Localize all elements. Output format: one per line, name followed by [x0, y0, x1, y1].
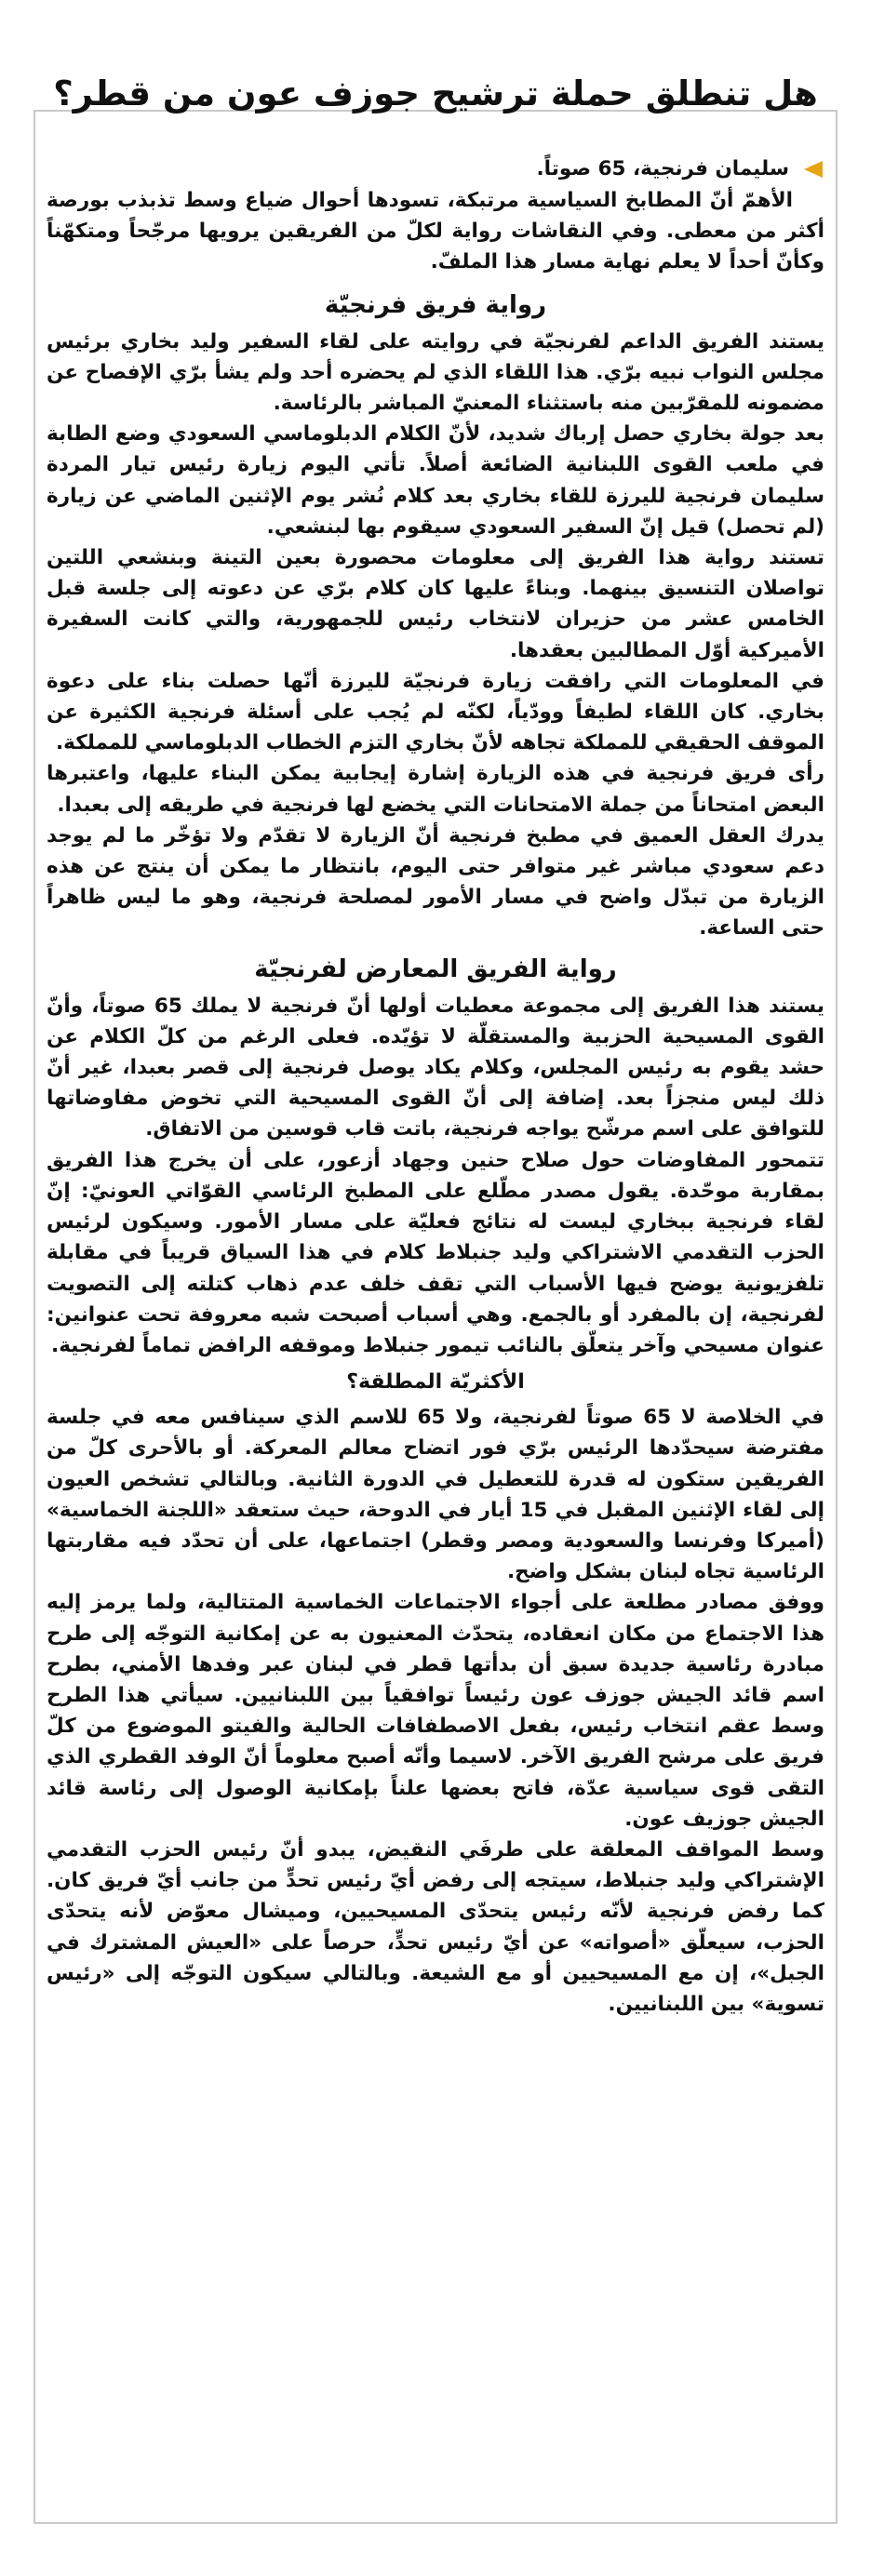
paragraph: بعد جولة بخاري حصل إرباك شديد، لأنّ الكلام الدبلوماسي السعودي وضع الطابة في ملعب القوى اللبنانية الضائعة أصلاً. تأتي اليوم زيارة رئيس تيار المردة سليمان فرنجية لليرزة للقاء بخاري بعد كلام نُشر يوم الإثنين الماضي عن زيارة (لم تحصل) قيل إنّ السفير السعودي سيقوم بها لبنشعي. [47, 422, 824, 539]
headline: هل تنطلق حملة ترشيح جوزف عون من قطر؟ [53, 73, 818, 114]
byline [47, 153, 824, 185]
section-title-opposing-camp: رواية الفريق المعارض لفرنجيّة [254, 954, 617, 983]
article-body [47, 153, 824, 2515]
arrow-icon [804, 161, 823, 178]
paragraph: يدرك العقل العميق في مطبخ فرنجية أنّ الزيارة لا تقدّم ولا تؤخّر ما لم يوجد دعم سعودي مباشر غير متوافر حتى اليوم، بانتظار ما يمكن أن ينتج عن هذه الزيارة من تبدّل واضح في مسار الأمور لمصلحة فرنجية، وهو ما ليس ظاهراً حتى الساعة. [47, 823, 824, 941]
paragraph: تستند رواية هذا الفريق إلى معلومات محصورة بعين التينة وبنشعي اللتين تواصلان التنسيق بينهما. وبناءً عليها كان كلام برّي عن دعوته إلى جلسة قبل الخامس عشر من حزيران لانتخاب رئيس للجمهورية، والتي كانت السفيرة الأميركية أوّل المطالبين بعقدها. [47, 546, 824, 662]
paragraph: في المعلومات التي رافقت زيارة فرنجيّة لليرزة أنّها حصلت بناء على دعوة بخاري. كان اللقاء لطيفاً وودّياً، لكنّه لم يُجب على أسئلة فرنجية الكثيرة عن الموقف الحقيقي للمملكة تجاهه لأنّ بخاري التزم الخطاب الدبلوماسي للمملكة. [47, 669, 824, 755]
paragraph: في الخلاصة لا 65 صوتاً لفرنجية، ولا 65 للاسم الذي سينافس معه في جلسة مفترضة سيحدّدها الرئيس برّي فور اتضاح معالم المعركة. أو بالأحرى كلّ من الفريقين ستكون له قدرة للتعطيل في الدورة الثانية. وبالتالي تشخص العيون إلى لقاء الإثنين المقبل في 15 أيار في الدوحة، حيث ستعقد «اللجنة الخماسية» (أميركا وفرنسا والسعودية ومصر وقطر) اجتماعها، على أن تحدّد فيه مقاربتها الرئاسية تجاه لبنان بشكل واضح. [47, 1406, 824, 1584]
paragraph: يستند هذا الفريق إلى مجموعة معطيات أولها أنّ فرنجية لا يملك 65 صوتاً، وأنّ القوى المسيحية الحزبية والمستقلّة لا تؤيّده. فعلى الرغم من كلّ الكلام عن حشد يقوم به رئيس المجلس، وكلام يكاد يوصل فرنجية إلى قصر بعبدا، غير أنّ ذلك ليس منجزاً بعد. إضافة إلى أنّ القوى المسيحية التي تخوض مفاوضاتها للتوافق على اسم مرشّح يواجه فرنجية، باتت قاب قوسين من الاتفاق. [47, 994, 824, 1141]
byline-text: سليمان فرنجية، 65 صوتاً. [536, 157, 789, 180]
paragraph: تتمحور المفاوضات حول صلاح حنين وجهاد أزعور، على أن يخرج هذا الفريق بمقاربة موحّدة. يقول مصدر مطّلع على المطبخ الرئاسي القوّاتي العونيّ: إنّ لقاء فرنجية ببخاري ليست له نتائج فعليّة على مسار الأمور. وسيكون لرئيس الحزب التقدمي الاشتراكي وليد جنبلاط كلام في هذا السياق قريباً في مقابلة تلفزيونية يوضح فيها الأسباب التي تقف خلف عدم ذهاب كتلته إلى التصويت لفرنجية، إن بالمفرد أو بالجمع. وهي أسباب أصبحت شبه معروفة تحت عنوانين: عنوان مسيحي وآخر يتعلّق بالنائب تيمور جنبلاط وموقفه الرافض تماماً لفرنجية. [47, 1148, 824, 1357]
section-title-frangieh-camp: رواية فريق فرنجيّة [324, 290, 547, 319]
paragraph: رأى فريق فرنجية في هذه الزيارة إشارة إيجابية يمكن البناء عليها، واعتبرها البعض امتحاناً من جملة الامتحانات التي يخضع لها فرنجية في طريقه إلى بعبدا. [47, 762, 824, 817]
paragraph: يستند الفريق الداعم لفرنجيّة في روايته على لقاء السفير وليد بخاري برئيس مجلس النواب نبيه برّي. هذا اللقاء الذي لم يحضره أحد ولم يشأ برّي الإفصاح عن مضمونه للمقرّبين منه باستثناء المعنيّ المباشر بالرئاسة. [47, 329, 824, 416]
section-title-absolute-majority: الأكثريّة المطلقة؟ [346, 1370, 525, 1395]
paragraph: ووفق مصادر مطلعة على أجواء الاجتماعات الخماسية المتتالية، ولما يرمز إليه هذا الاجتماع من مكان انعقاده، يتحدّث المعنيون به عن إمكانية التوجّه إلى طرح مبادرة رئاسية جديدة سبق أن بدأتها قطر في لبنان عبر وفدها الأمني، بطرح اسم قائد الجيش جوزف عون رئيساً توافقياً بين اللبنانيين. سيأتي هذا الطرح وسط عقم انتخاب رئيس، بفعل الاصطفافات الحالية والفيتو الموضوع من كلّ فريق على مرشح الفريق الآخر. لاسيما وأنّه أصبح معلوماً أنّ الوفد القطري الذي التقى قوى سياسية عدّة، فاتح بعضها علناً بإمكانية الوصول إلى رئاسة قائد الجيش جوزيف عون. [47, 1591, 824, 1831]
intro-paragraph: الأهمّ أنّ المطابخ السياسية مرتبكة، تسودها أحوال ضياع وسط تذبذب بورصة أكثر من معطى. وفي النقاشات رواية لكلّ من الفريقين يرويها مرجّحاً ومتكهّناً وكأنّ أحداً لا يعلم نهاية مسار هذا الملفّ. [47, 189, 824, 274]
paragraph: وسط المواقف المعلقة على طرفَي النقيض، يبدو أنّ رئيس الحزب التقدمي الإشتراكي وليد جنبلاط، سيتجه إلى رفض أيّ رئيس تحدٍّ من جانب أيّ فريق كان. كما رفض فرنجية لأنّه رئيس يتحدّى المسيحيين، وميشال معوّض لأنه يتحدّى الحزب، سيعلّق «أصواته» عن أيّ رئيس تحدٍّ، حرصاً على «العيش المشترك في الجبل»، إن مع المسيحيين أو مع الشيعة. وبالتالي سيكون التوجّه إلى «رئيس تسوية» بين اللبنانيين. [47, 1837, 824, 2016]
